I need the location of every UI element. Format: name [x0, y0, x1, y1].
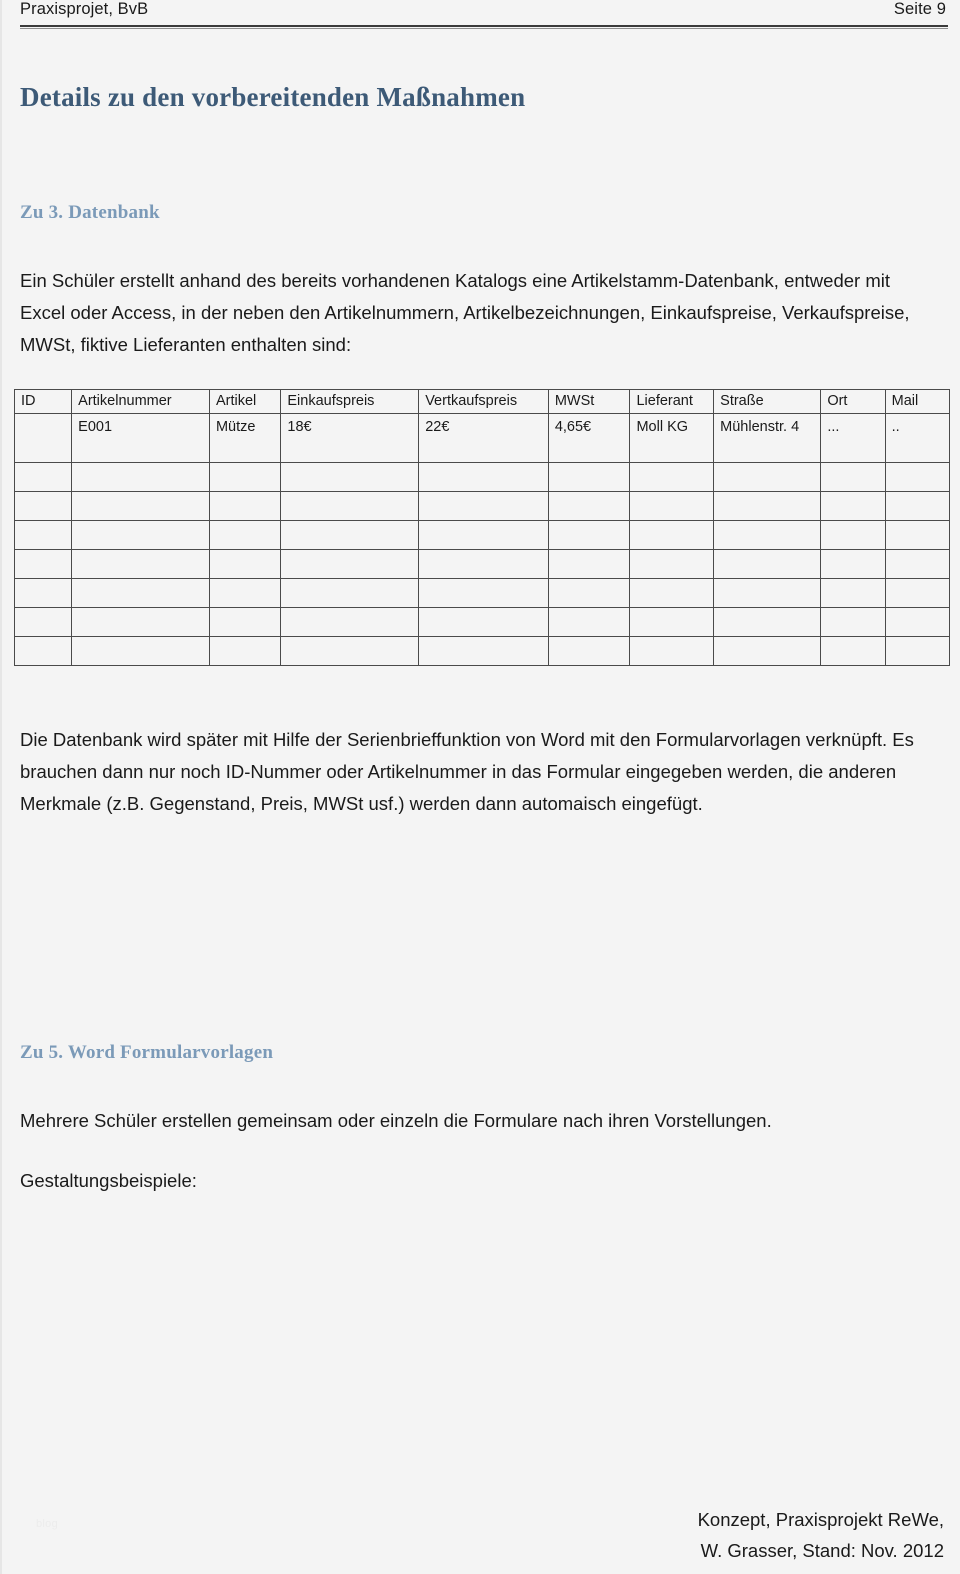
table-row — [15, 521, 950, 550]
cell-empty — [15, 637, 72, 666]
cell-empty — [15, 608, 72, 637]
cell-artikelnummer: E001 — [72, 414, 210, 463]
section-heading-zu3: Zu 3. Datenbank — [20, 201, 160, 223]
section-heading-zu5: Zu 5. Word Formularvorlagen — [20, 1041, 274, 1063]
cell-empty — [885, 550, 949, 579]
cell-empty — [548, 463, 630, 492]
cell-einkaufspreis: 18€ — [281, 414, 419, 463]
cell-empty — [630, 637, 714, 666]
cell-empty — [885, 608, 949, 637]
cell-empty — [72, 550, 210, 579]
cell-empty — [72, 608, 210, 637]
column-header-einkaufspreis: Einkaufspreis — [281, 390, 419, 414]
cell-empty — [72, 637, 210, 666]
cell-empty — [714, 463, 821, 492]
cell-empty — [281, 463, 419, 492]
cell-empty — [209, 579, 280, 608]
cell-empty — [714, 579, 821, 608]
cell-empty — [885, 521, 949, 550]
cell-empty — [281, 521, 419, 550]
column-header-artikel: Artikel — [209, 390, 280, 414]
cell-empty — [281, 637, 419, 666]
header-rule-thick — [20, 25, 948, 27]
cell-empty — [209, 550, 280, 579]
cell-empty — [281, 608, 419, 637]
cell-empty — [15, 521, 72, 550]
header-page-number: Seite 9 — [893, 0, 946, 18]
cell-empty — [548, 550, 630, 579]
cell-vertkaufspreis: 22€ — [419, 414, 549, 463]
column-header-strasse: Straße — [714, 390, 821, 414]
cell-empty — [72, 463, 210, 492]
cell-empty — [821, 463, 885, 492]
cell-empty — [714, 550, 821, 579]
cell-mwst: 4,65€ — [548, 414, 630, 463]
paragraph-zu5-body: Mehrere Schüler erstellen gemeinsam oder einzeln die Formulare nach ihren Vorstellungen. — [20, 1109, 772, 1131]
cell-empty — [630, 550, 714, 579]
column-header-id: ID — [15, 390, 72, 414]
header-left-text: Praxisprojet, BvB — [20, 0, 149, 18]
cell-empty — [885, 579, 949, 608]
cell-empty — [281, 492, 419, 521]
cell-empty — [72, 521, 210, 550]
cell-empty — [821, 492, 885, 521]
cell-empty — [419, 463, 549, 492]
cell-lieferant: Moll KG — [630, 414, 714, 463]
cell-empty — [419, 521, 549, 550]
cell-id — [15, 414, 72, 463]
cell-empty — [630, 463, 714, 492]
cell-empty — [821, 608, 885, 637]
column-header-artikelnummer: Artikelnummer — [72, 390, 210, 414]
cell-empty — [419, 550, 549, 579]
cell-empty — [548, 637, 630, 666]
column-header-mwst: MWSt — [548, 390, 630, 414]
table-row — [15, 608, 950, 637]
cell-empty — [209, 521, 280, 550]
cell-empty — [630, 608, 714, 637]
paragraph-zu3-after-table: Die Datenbank wird später mit Hilfe der Serienbrieffunktion von Word mit den Formularvorlagen verknüpft. Es brauchen dann nur noch ID-Nummer oder Artikelnummer in das Formular eingegeben werden, die anderen Merkmale (z.B. Gegenstand, Preis, MWSt usf.) werden dann automaisch eingefügt. — [20, 728, 914, 814]
cell-empty — [548, 608, 630, 637]
cell-empty — [15, 463, 72, 492]
cell-empty — [419, 608, 549, 637]
cell-empty — [630, 579, 714, 608]
footer-watermark: blog — [36, 1518, 58, 1530]
page-title: Details zu den vorbereitenden Maßnahmen — [20, 82, 526, 113]
table-header — [15, 390, 950, 414]
cell-empty — [714, 637, 821, 666]
cell-ort: ... — [821, 414, 885, 463]
cell-artikel: Mütze — [209, 414, 280, 463]
cell-empty — [209, 637, 280, 666]
cell-empty — [714, 521, 821, 550]
table-body — [15, 414, 950, 666]
cell-empty — [821, 550, 885, 579]
cell-mail: .. — [885, 414, 949, 463]
cell-empty — [548, 521, 630, 550]
table-row — [15, 550, 950, 579]
header-rule-thin — [20, 28, 948, 29]
cell-empty — [630, 521, 714, 550]
footer-line-2: W. Grasser, Stand: Nov. 2012 — [700, 1540, 944, 1561]
cell-empty — [885, 463, 949, 492]
cell-empty — [821, 521, 885, 550]
cell-empty — [885, 637, 949, 666]
table-row — [15, 637, 950, 666]
article-database-table — [14, 389, 950, 666]
table-row — [15, 463, 950, 492]
cell-empty — [72, 579, 210, 608]
cell-empty — [209, 492, 280, 521]
footer-line-1: Konzept, Praxisprojekt ReWe, — [697, 1509, 944, 1530]
column-header-ort: Ort — [821, 390, 885, 414]
paragraph-zu3-intro: Ein Schüler erstellt anhand des bereits vorhandenen Katalogs eine Artikelstamm-Datenbank, entweder mit Excel oder Access, in der neben den Artikelnummern, Artikelbezeichnungen, Einkaufspreise, Verkaufspreise, MWSt, fiktive Lieferanten enthalten sind: — [20, 269, 910, 355]
cell-empty — [15, 550, 72, 579]
cell-empty — [821, 637, 885, 666]
table-header-row — [15, 390, 950, 414]
header-divider-rule — [20, 25, 948, 29]
cell-empty — [281, 579, 419, 608]
cell-empty — [630, 492, 714, 521]
cell-empty — [548, 579, 630, 608]
running-header — [20, 0, 946, 26]
column-header-lieferant: Lieferant — [630, 390, 714, 414]
table-row — [15, 492, 950, 521]
table-row — [15, 414, 950, 463]
footer-note — [698, 1504, 944, 1566]
label-gestaltungsbeispiele: Gestaltungsbeispiele: — [20, 1169, 197, 1191]
cell-empty — [209, 463, 280, 492]
cell-empty — [714, 492, 821, 521]
cell-empty — [15, 579, 72, 608]
cell-empty — [885, 492, 949, 521]
column-header-mail: Mail — [885, 390, 949, 414]
cell-empty — [548, 492, 630, 521]
cell-empty — [209, 608, 280, 637]
cell-empty — [821, 579, 885, 608]
cell-empty — [714, 608, 821, 637]
cell-empty — [419, 492, 549, 521]
cell-empty — [419, 579, 549, 608]
cell-strasse: Mühlenstr. 4 — [714, 414, 821, 463]
cell-empty — [15, 492, 72, 521]
table-row — [15, 579, 950, 608]
cell-empty — [419, 637, 549, 666]
cell-empty — [72, 492, 210, 521]
cell-empty — [281, 550, 419, 579]
column-header-vertkaufspreis: Vertkaufspreis — [419, 390, 549, 414]
